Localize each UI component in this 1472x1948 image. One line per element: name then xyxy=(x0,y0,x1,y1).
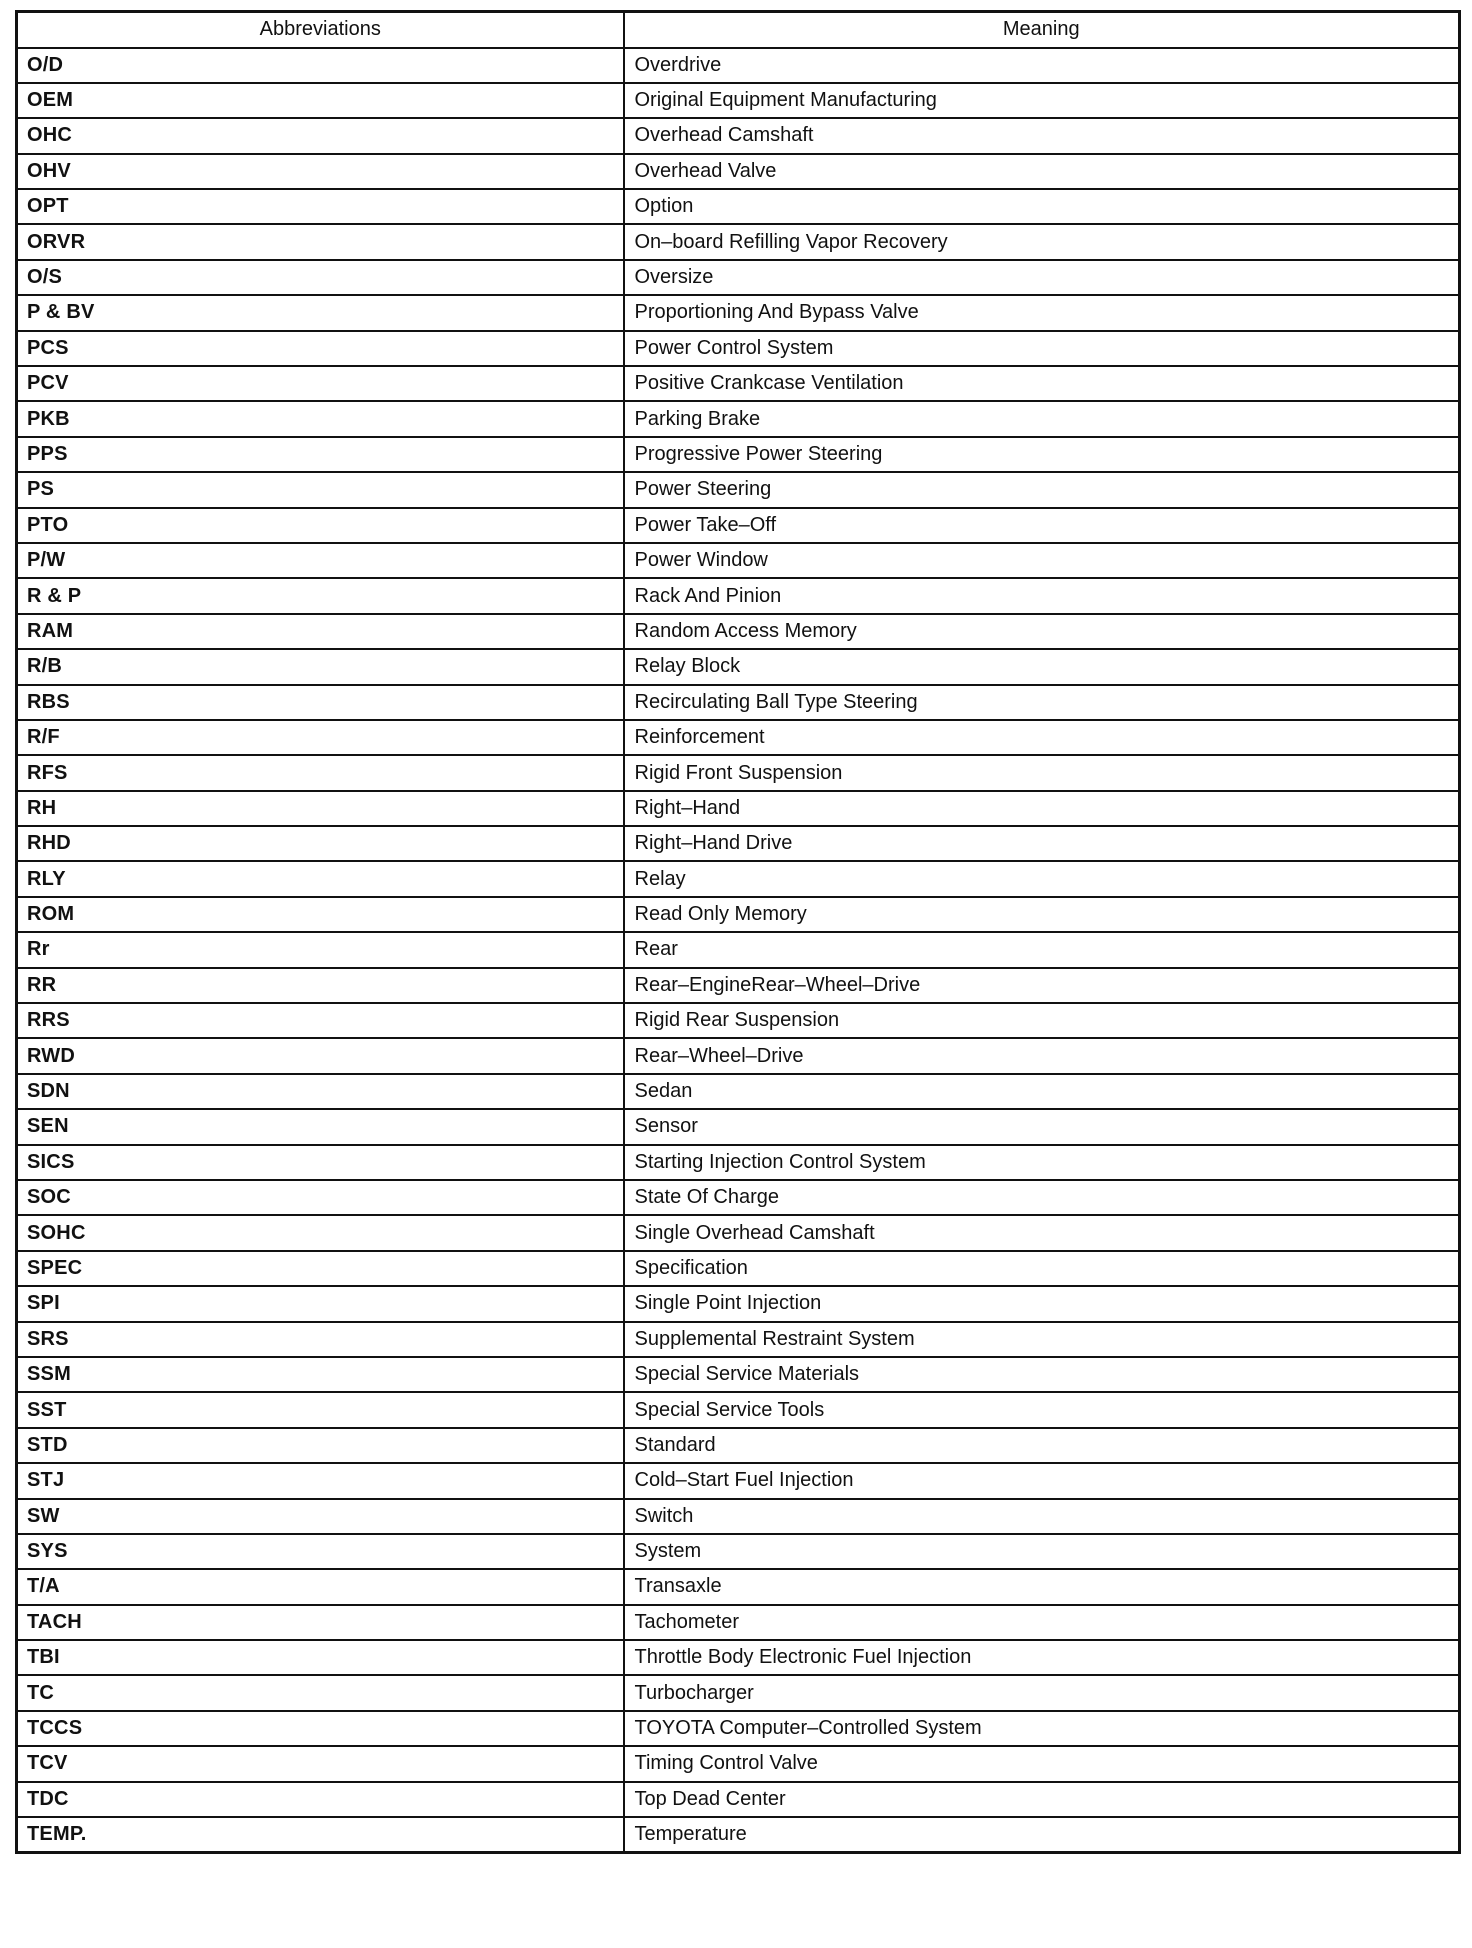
abbreviation-cell: SSM xyxy=(17,1357,624,1392)
meaning-cell: Parking Brake xyxy=(624,401,1460,436)
table-row xyxy=(17,1675,1460,1710)
abbreviation-cell: SDN xyxy=(17,1074,624,1109)
table-row xyxy=(17,1711,1460,1746)
abbreviation-cell: PCS xyxy=(17,331,624,366)
table-row xyxy=(17,1534,1460,1569)
meaning-cell: Relay xyxy=(624,861,1460,896)
table-header-row xyxy=(17,12,1460,48)
meaning-cell: Proportioning And Bypass Valve xyxy=(624,295,1460,330)
abbreviation-cell: OHV xyxy=(17,154,624,189)
meaning-cell: Supplemental Restraint System xyxy=(624,1322,1460,1357)
abbreviation-cell: SEN xyxy=(17,1109,624,1144)
table-body xyxy=(17,48,1460,1853)
table-row xyxy=(17,1392,1460,1427)
abbreviation-cell: Rr xyxy=(17,932,624,967)
meaning-cell: Tachometer xyxy=(624,1605,1460,1640)
meaning-cell: Rear–Wheel–Drive xyxy=(624,1038,1460,1073)
abbreviation-cell: SW xyxy=(17,1499,624,1534)
meaning-cell: Oversize xyxy=(624,260,1460,295)
abbreviation-cell: ORVR xyxy=(17,224,624,259)
table-row xyxy=(17,295,1460,330)
abbreviation-cell: SST xyxy=(17,1392,624,1427)
meaning-cell: Rigid Front Suspension xyxy=(624,755,1460,790)
meaning-cell: Sedan xyxy=(624,1074,1460,1109)
meaning-cell: Top Dead Center xyxy=(624,1782,1460,1817)
meaning-cell: Relay Block xyxy=(624,649,1460,684)
table-row xyxy=(17,366,1460,401)
table-row xyxy=(17,791,1460,826)
table-row xyxy=(17,755,1460,790)
meaning-cell: Power Window xyxy=(624,543,1460,578)
column-header-abbreviations: Abbreviations xyxy=(17,12,624,48)
table-row xyxy=(17,1569,1460,1604)
abbreviation-cell: P & BV xyxy=(17,295,624,330)
column-header-meaning: Meaning xyxy=(624,12,1460,48)
table-row xyxy=(17,189,1460,224)
table-row xyxy=(17,897,1460,932)
abbreviation-cell: SOHC xyxy=(17,1215,624,1250)
abbreviation-cell: OEM xyxy=(17,83,624,118)
table-row xyxy=(17,1286,1460,1321)
abbreviation-cell: RFS xyxy=(17,755,624,790)
table-row xyxy=(17,1322,1460,1357)
table-row xyxy=(17,508,1460,543)
abbreviation-cell: RLY xyxy=(17,861,624,896)
abbreviation-cell: STJ xyxy=(17,1463,624,1498)
table-row xyxy=(17,1038,1460,1073)
meaning-cell: Sensor xyxy=(624,1109,1460,1144)
meaning-cell: State Of Charge xyxy=(624,1180,1460,1215)
abbreviation-cell: TACH xyxy=(17,1605,624,1640)
table-row xyxy=(17,968,1460,1003)
table-row xyxy=(17,1428,1460,1463)
table-row xyxy=(17,1640,1460,1675)
meaning-cell: TOYOTA Computer–Controlled System xyxy=(624,1711,1460,1746)
meaning-cell: Temperature xyxy=(624,1817,1460,1852)
table-row xyxy=(17,1817,1460,1852)
table-row xyxy=(17,83,1460,118)
meaning-cell: Original Equipment Manufacturing xyxy=(624,83,1460,118)
meaning-cell: Starting Injection Control System xyxy=(624,1145,1460,1180)
abbreviation-cell: OPT xyxy=(17,189,624,224)
abbreviation-cell: PTO xyxy=(17,508,624,543)
abbreviation-cell: O/D xyxy=(17,48,624,83)
table-row xyxy=(17,932,1460,967)
abbreviation-cell: TCCS xyxy=(17,1711,624,1746)
meaning-cell: Switch xyxy=(624,1499,1460,1534)
abbreviation-cell: SPI xyxy=(17,1286,624,1321)
abbreviation-cell: TCV xyxy=(17,1746,624,1781)
abbreviation-cell: RH xyxy=(17,791,624,826)
meaning-cell: Special Service Tools xyxy=(624,1392,1460,1427)
table-row xyxy=(17,1215,1460,1250)
meaning-cell: Cold–Start Fuel Injection xyxy=(624,1463,1460,1498)
table-row xyxy=(17,543,1460,578)
meaning-cell: Rack And Pinion xyxy=(624,578,1460,613)
table-row xyxy=(17,1003,1460,1038)
table-row xyxy=(17,401,1460,436)
meaning-cell: Reinforcement xyxy=(624,720,1460,755)
meaning-cell: Power Control System xyxy=(624,331,1460,366)
table-row xyxy=(17,685,1460,720)
abbreviation-cell: SOC xyxy=(17,1180,624,1215)
abbreviation-cell: SICS xyxy=(17,1145,624,1180)
meaning-cell: Transaxle xyxy=(624,1569,1460,1604)
meaning-cell: Random Access Memory xyxy=(624,614,1460,649)
abbreviation-cell: PS xyxy=(17,472,624,507)
table-row xyxy=(17,578,1460,613)
table-row xyxy=(17,1463,1460,1498)
table-row xyxy=(17,1180,1460,1215)
abbreviation-cell: ROM xyxy=(17,897,624,932)
meaning-cell: Right–Hand Drive xyxy=(624,826,1460,861)
meaning-cell: Single Overhead Camshaft xyxy=(624,1215,1460,1250)
meaning-cell: Recirculating Ball Type Steering xyxy=(624,685,1460,720)
abbreviation-cell: RBS xyxy=(17,685,624,720)
abbreviation-cell: R/F xyxy=(17,720,624,755)
meaning-cell: Throttle Body Electronic Fuel Injection xyxy=(624,1640,1460,1675)
table-row xyxy=(17,1074,1460,1109)
abbreviation-cell: RRS xyxy=(17,1003,624,1038)
abbreviation-cell: TC xyxy=(17,1675,624,1710)
meaning-cell: Turbocharger xyxy=(624,1675,1460,1710)
abbreviation-cell: SRS xyxy=(17,1322,624,1357)
table-row xyxy=(17,331,1460,366)
table-row xyxy=(17,614,1460,649)
meaning-cell: Special Service Materials xyxy=(624,1357,1460,1392)
table-row xyxy=(17,1746,1460,1781)
abbreviation-cell: RR xyxy=(17,968,624,1003)
abbreviation-cell: TEMP. xyxy=(17,1817,624,1852)
table-row xyxy=(17,1499,1460,1534)
meaning-cell: Overhead Camshaft xyxy=(624,118,1460,153)
abbreviation-cell: SYS xyxy=(17,1534,624,1569)
abbreviations-page xyxy=(15,10,1458,1854)
abbreviation-cell: SPEC xyxy=(17,1251,624,1286)
table-row xyxy=(17,720,1460,755)
abbreviation-cell: TBI xyxy=(17,1640,624,1675)
table-row xyxy=(17,472,1460,507)
meaning-cell: Power Steering xyxy=(624,472,1460,507)
table-row xyxy=(17,1357,1460,1392)
meaning-cell: Positive Crankcase Ventilation xyxy=(624,366,1460,401)
table-row xyxy=(17,48,1460,83)
abbreviation-cell: PCV xyxy=(17,366,624,401)
table-row xyxy=(17,1782,1460,1817)
table-row xyxy=(17,118,1460,153)
meaning-cell: Overdrive xyxy=(624,48,1460,83)
abbreviation-cell: PKB xyxy=(17,401,624,436)
table-row xyxy=(17,1145,1460,1180)
abbreviation-cell: P/W xyxy=(17,543,624,578)
meaning-cell: Single Point Injection xyxy=(624,1286,1460,1321)
meaning-cell: Rear xyxy=(624,932,1460,967)
abbreviation-cell: R/B xyxy=(17,649,624,684)
abbreviation-cell: OHC xyxy=(17,118,624,153)
meaning-cell: Rigid Rear Suspension xyxy=(624,1003,1460,1038)
table-row xyxy=(17,861,1460,896)
table-row xyxy=(17,224,1460,259)
meaning-cell: Progressive Power Steering xyxy=(624,437,1460,472)
meaning-cell: System xyxy=(624,1534,1460,1569)
abbreviation-cell: RHD xyxy=(17,826,624,861)
abbreviation-cell: R & P xyxy=(17,578,624,613)
abbreviation-cell: STD xyxy=(17,1428,624,1463)
abbreviation-cell: PPS xyxy=(17,437,624,472)
table-row xyxy=(17,826,1460,861)
meaning-cell: Option xyxy=(624,189,1460,224)
meaning-cell: Read Only Memory xyxy=(624,897,1460,932)
table-row xyxy=(17,154,1460,189)
abbreviation-cell: O/S xyxy=(17,260,624,295)
abbreviation-cell: RWD xyxy=(17,1038,624,1073)
meaning-cell: On–board Refilling Vapor Recovery xyxy=(624,224,1460,259)
meaning-cell: Standard xyxy=(624,1428,1460,1463)
abbreviation-cell: TDC xyxy=(17,1782,624,1817)
meaning-cell: Power Take–Off xyxy=(624,508,1460,543)
table-row xyxy=(17,649,1460,684)
meaning-cell: Timing Control Valve xyxy=(624,1746,1460,1781)
table-row xyxy=(17,1251,1460,1286)
table-row xyxy=(17,437,1460,472)
meaning-cell: Rear–EngineRear–Wheel–Drive xyxy=(624,968,1460,1003)
abbreviation-cell: T/A xyxy=(17,1569,624,1604)
meaning-cell: Overhead Valve xyxy=(624,154,1460,189)
table-row xyxy=(17,1605,1460,1640)
abbreviation-cell: RAM xyxy=(17,614,624,649)
abbreviations-table xyxy=(15,10,1461,1854)
meaning-cell: Specification xyxy=(624,1251,1460,1286)
meaning-cell: Right–Hand xyxy=(624,791,1460,826)
table-row xyxy=(17,260,1460,295)
table-row xyxy=(17,1109,1460,1144)
